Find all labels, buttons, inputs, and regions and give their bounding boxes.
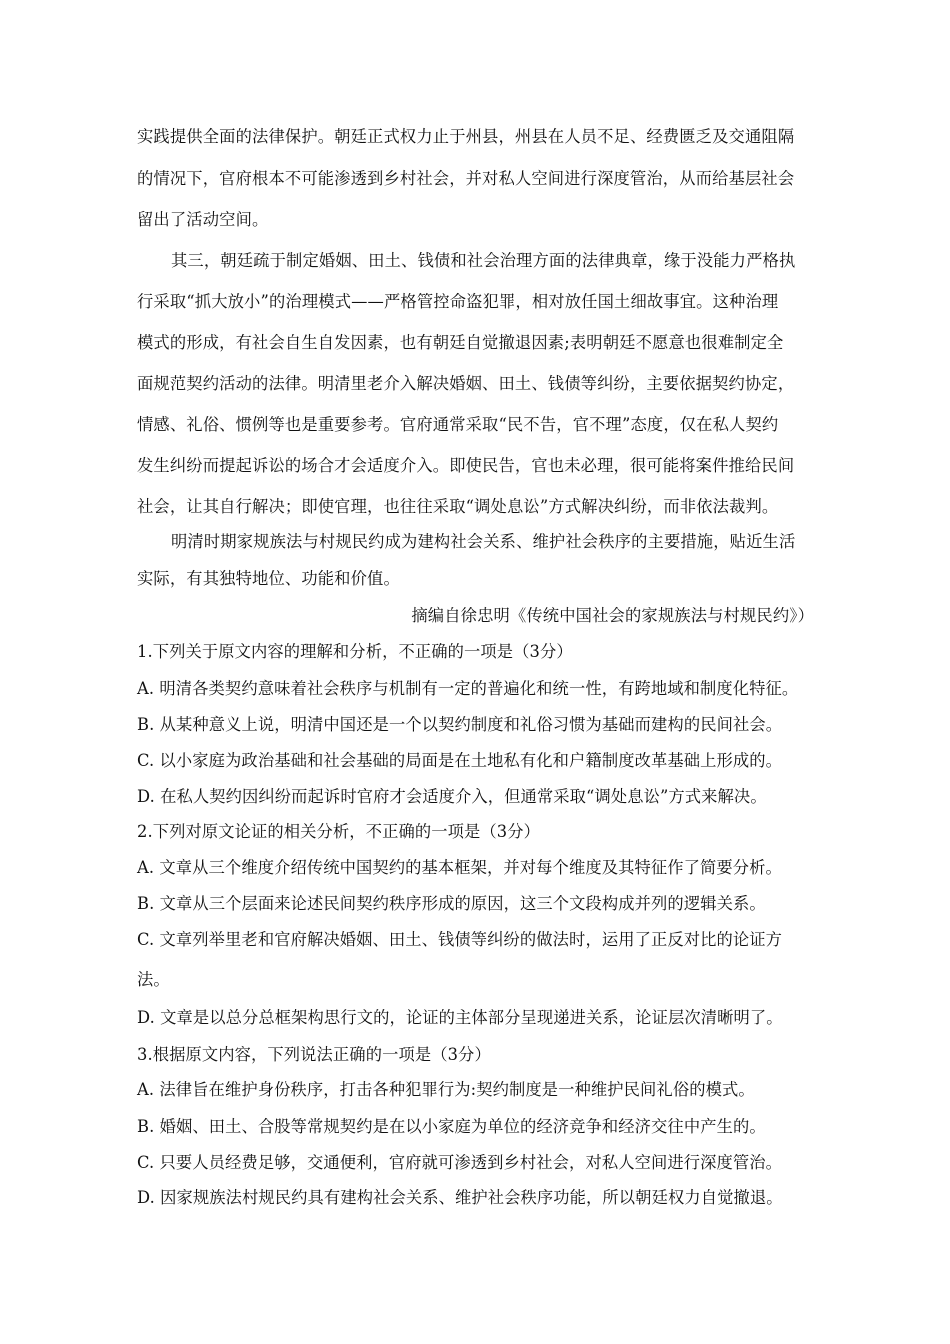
question-option: 法。 [137,970,170,989]
question-stem: 2.下列对原文论证的相关分析，不正确的一项是（3分） [137,822,540,841]
question-stem: 3.根据原文内容，下列说法正确的一项是（3分） [137,1045,491,1064]
passage-source: 摘编自徐忠明《传统中国社会的家规族法与村规民约》） [411,606,814,625]
question-option: C. 以小家庭为政治基础和社会基础的局面是在土地私有化和户籍制度改革基础上形成的。 [137,751,783,770]
question-option: A. 文章从三个维度介绍传统中国契约的基本框架，并对每个维度及其特征作了简要分析。 [137,858,782,877]
question-option: B. 婚姻、田土、合股等常规契约是在以小家庭为单位的经济竞争和经济交往中产生的。 [137,1117,766,1136]
passage-line: 发生纠纷而提起诉讼的场合才会适度介入。即使民告，官也未必理，很可能将案件推给民间 [137,456,795,475]
passage-line: 社会，让其自行解决；即使官理，也往往采取“调处息讼”方式解决纠纷，而非依法裁判。 [137,497,779,516]
passage-line: 其三，朝廷疏于制定婚姻、田土、钱债和社会治理方面的法律典章，缘于没能力严格执 [171,251,796,270]
question-option: C. 只要人员经费足够，交通便利，官府就可渗透到乡村社会，对私人空间进行深度管治。 [137,1153,783,1172]
passage-line: 面规范契约活动的法律。明清里老介入解决婚姻、田土、钱债等纠纷，主要依据契约协定， [137,374,795,393]
question-stem: 1.下列关于原文内容的理解和分析，不正确的一项是（3分） [137,642,573,661]
question-option: A. 法律旨在维护身份秩序，打击各种犯罪行为:契约制度是一种维护民间礼俗的模式。 [137,1080,755,1099]
passage-line: 情感、礼俗、惯例等也是重要参考。官府通常采取“民不告，官不理”态度，仅在私人契约 [137,415,779,434]
passage-line: 实践提供全面的法律保护。朝廷正式权力止于州县，州县在人员不足、经费匮乏及交通阻隔 [137,127,795,146]
question-option: D. 文章是以总分总框架构思行文的，论证的主体部分呈现递进关系，论证层次清晰明了。 [137,1008,783,1027]
passage-line: 留出了活动空间。 [137,210,269,229]
question-option: B. 文章从三个层面来论述民间契约秩序形成的原因，这三个文段构成并列的逻辑关系。 [137,894,766,913]
question-option: D. 因家规族法村规民约具有建构社会关系、维护社会秩序功能，所以朝廷权力自觉撤退。 [137,1188,783,1207]
passage-line: 明清时期家规族法与村规民约成为建构社会关系、维护社会秩序的主要措施，贴近生活 [171,532,796,551]
question-option: A. 明清各类契约意味着社会秩序与机制有一定的普遍化和统一性，有跨地域和制度化特征。 [137,679,799,698]
question-option: D. 在私人契约因纠纷而起诉时官府才会适度介入，但通常采取“调处息讼”方式来解决。 [137,787,767,806]
question-option: B. 从某种意义上说，明清中国还是一个以契约制度和礼俗习惯为基础而建构的民间社会。 [137,715,783,734]
passage-line: 模式的形成，有社会自生自发因素，也有朝廷自觉撤退因素;表明朝廷不愿意也很难制定全 [137,333,784,352]
passage-line: 的情况下，官府根本不可能渗透到乡村社会，并对私人空间进行深度管治，从而给基层社会 [137,169,795,188]
passage-line: 实际，有其独特地位、功能和价值。 [137,569,400,588]
passage-line: 行采取“抓大放小”的治理模式——严格管控命盗犯罪，相对放任国土细故事宜。这种治理 [137,292,779,311]
question-option: C. 文章列举里老和官府解决婚姻、田土、钱债等纠纷的做法时，运用了正反对比的论证方 [137,930,783,949]
